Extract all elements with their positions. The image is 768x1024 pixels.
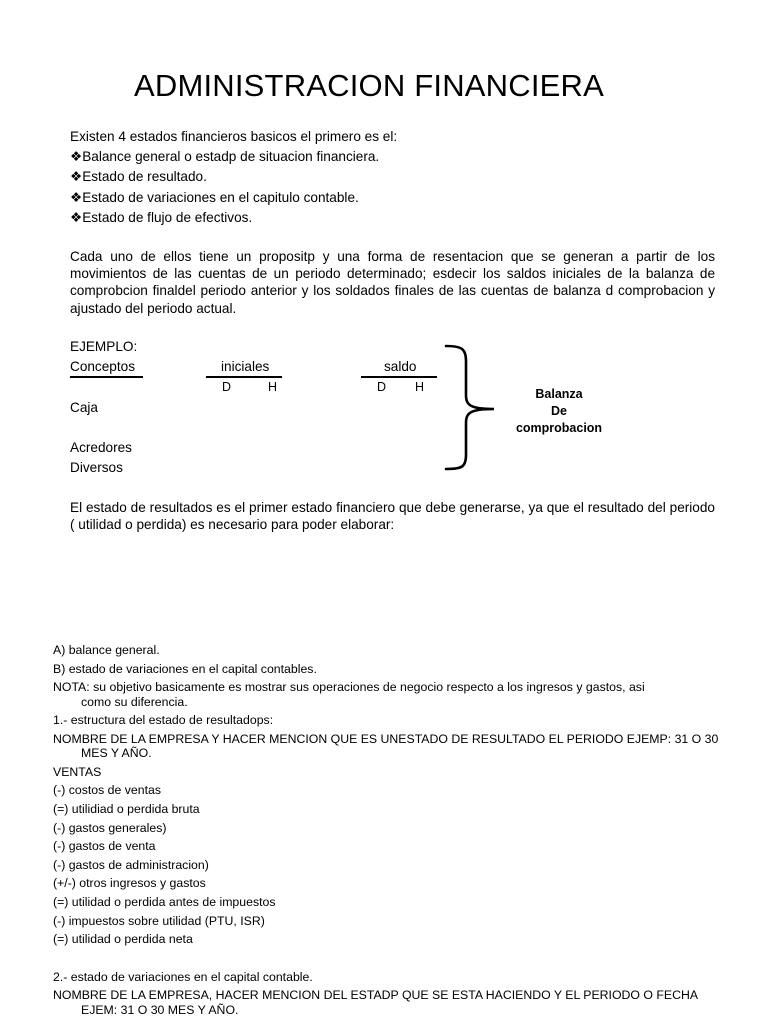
- list-item: (-) gastos de administracion): [53, 857, 209, 872]
- example-label: EJEMPLO:: [70, 339, 138, 354]
- list-item: (-) gastos generales): [53, 820, 167, 835]
- list-item: B) estado de variaciones en el capital contables.: [53, 661, 317, 676]
- balanza-label: Balanza De comprobacion: [515, 387, 603, 435]
- list-item: (-) gastos de venta: [53, 839, 156, 854]
- bullet-diamond-icon: ❖: [70, 209, 83, 225]
- row-acredores: Acredores: [70, 440, 132, 455]
- list-item: (=) utilidad o perdida antes de impuestos: [53, 894, 276, 909]
- bullet-item: ❖Estado de variaciones en el capitulo contable.: [70, 189, 359, 205]
- saldo-debit: D: [377, 380, 387, 394]
- var-block: NOMBRE DE LA EMPRESA, HACER MENCION DEL ESTADP QUE SE ESTA HACIENDO Y EL PERIODO O FECHA EJEM: 31 O 30 MES Y AÑO.: [53, 988, 699, 1017]
- saldo-header: saldo: [384, 359, 417, 374]
- variaciones-title: 2.- estado de variaciones en el capital contable.: [53, 969, 313, 984]
- iniciales-rule: [206, 376, 282, 378]
- concepts-header: Conceptos: [70, 359, 135, 374]
- bullet-item: ❖Estado de resultado.: [70, 169, 207, 185]
- row-caja: Caja: [70, 400, 98, 415]
- concepts-underline: [70, 376, 143, 378]
- nota-block: NOTA: su objetivo basicamente es mostrar sus operaciones de negocio respecto a los ingresos y gastos, asi como su diferencia.: [53, 680, 645, 709]
- bullet-diamond-icon: ❖: [70, 169, 83, 185]
- notes-section: [53, 641, 743, 1017]
- bullet-diamond-icon: ❖: [70, 189, 83, 205]
- iniciales-credit: H: [268, 380, 278, 394]
- saldo-rule: [361, 376, 437, 378]
- paragraph-estados: Cada uno de ellos tiene un propositp y una forma de resentacion que se generan a partir de los movimientos de las cuentas de un periodo determinado; esdecir los saldos iniciales de la balanza de comprobcion finaldel periodo anterior y los soldados finales de las cuentas de balanza d comprobacion y ajustado del periodo actual.: [70, 249, 715, 316]
- paragraph-resultados: El estado de resultados es el primer estado financiero que debe generarse, ya que el resultado del periodo ( utilidad o perdida) es necesario para poder elaborar:: [70, 500, 715, 533]
- nombre-block: NOMBRE DE LA EMPRESA Y HACER MENCION QUE ES UNESTADO DE RESULTADO EL PERIODO EJEMP: 31 O 30 MES Y AÑO.: [53, 731, 719, 761]
- bullet-item: ❖Balance general o estadp de situacion financiera.: [70, 149, 380, 165]
- list-item: (=) utilidiad o perdida bruta: [53, 801, 200, 816]
- list-item: (-) costos de ventas: [53, 783, 161, 798]
- iniciales-header: iniciales: [221, 359, 270, 374]
- intro-section: [70, 127, 397, 228]
- list-item: VENTAS: [53, 764, 102, 779]
- list-item: (-) impuestos sobre utilidad (PTU, ISR): [53, 913, 265, 928]
- page-title: ADMINISTRACION FINANCIERA: [133, 68, 605, 103]
- intro-lead: Existen 4 estados financieros basicos el primero es el:: [70, 129, 398, 144]
- list-item: (=) utilidad o perdida neta: [53, 932, 193, 947]
- row-diversos: Diversos: [70, 460, 123, 475]
- structure-title: 1.- estructura del estado de resultadops:: [53, 713, 274, 728]
- curly-brace-icon: [440, 343, 500, 473]
- bullet-item: ❖Estado de flujo de efectivos.: [70, 209, 253, 225]
- bullet-diamond-icon: ❖: [70, 149, 83, 165]
- saldo-credit: H: [415, 380, 425, 394]
- iniciales-debit: D: [222, 380, 232, 394]
- list-item: (+/-) otros ingresos y gastos: [53, 876, 206, 891]
- list-item: A) balance general.: [53, 643, 160, 657]
